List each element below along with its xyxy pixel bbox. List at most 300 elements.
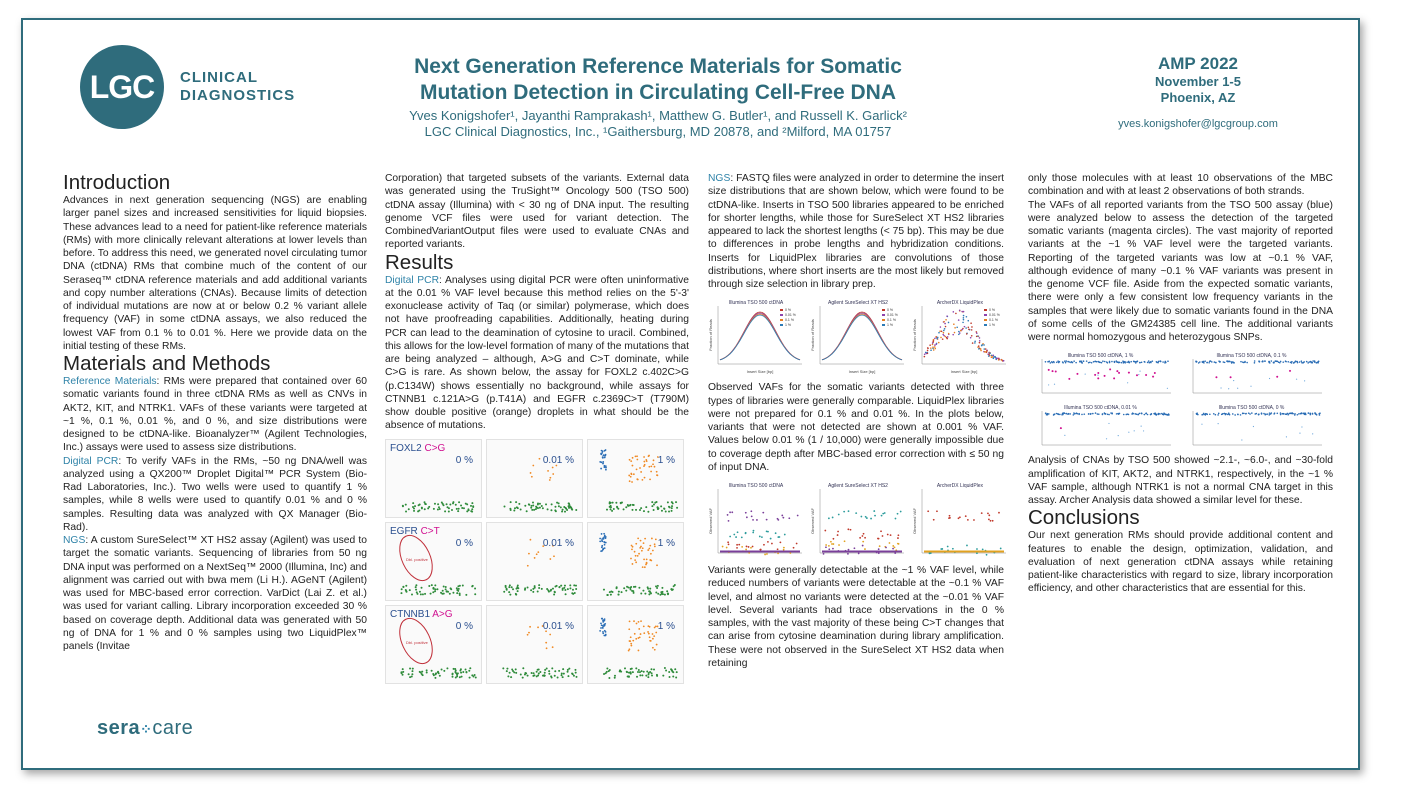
vaf-point: [777, 548, 779, 550]
col3-ngs: [708, 172, 1004, 291]
insert-size-point: [979, 340, 981, 342]
droplet-negative: [571, 672, 573, 674]
droplet-mutant: [601, 617, 603, 619]
y-axis-label: Observed VAF: [810, 508, 815, 534]
droplet-double-positive: [636, 622, 638, 624]
results-dpcr-label: Digital PCR: [385, 274, 440, 286]
vaf-point: [897, 534, 899, 536]
insert-size-point: [940, 337, 942, 339]
droplet-negative: [557, 676, 559, 678]
droplet-negative: [431, 669, 433, 671]
reported-variant: [1088, 413, 1090, 415]
droplet-mutant: [599, 629, 601, 631]
vaf-point: [844, 540, 846, 542]
reported-variant: [1246, 362, 1248, 364]
vaf-point: [889, 542, 891, 544]
reported-variant: [1152, 361, 1154, 363]
droplet-negative: [541, 504, 543, 506]
reported-variant: [1052, 362, 1054, 364]
droplet-negative: [402, 586, 404, 588]
vaf-point: [892, 545, 894, 547]
droplet-mutant: [601, 449, 603, 451]
insert-size-point: [943, 332, 945, 334]
vaf-point: [766, 553, 768, 555]
reported-variant: [1045, 361, 1047, 363]
vaf-point: [741, 546, 743, 548]
vaf-point: [855, 512, 857, 514]
reported-variant: [1126, 362, 1128, 364]
droplet-double-positive: [637, 537, 639, 539]
droplet-negative: [449, 503, 451, 505]
seracare-logo: [97, 717, 193, 740]
vaf-point: [783, 547, 785, 549]
vaf-point: [897, 543, 899, 545]
droplet-negative: [471, 585, 473, 587]
droplet-double-positive: [655, 625, 657, 627]
droplet-double-positive: [654, 543, 656, 545]
reported-variant: [1269, 362, 1271, 364]
droplet-negative: [552, 587, 554, 589]
vaf-point: [788, 517, 790, 519]
low-frequency-variant: [1220, 388, 1221, 389]
x-axis-label: Insert Size [bp]: [746, 369, 774, 375]
droplet-negative: [520, 673, 522, 675]
vaf-point: [986, 554, 988, 556]
low-frequency-variant: [1085, 374, 1086, 375]
ddpcr-vaf-label: 1 %: [657, 537, 675, 549]
vaf-point: [796, 543, 798, 545]
droplet-negative: [405, 584, 407, 586]
droplet-double-positive: [657, 474, 659, 476]
insert-size-point: [992, 356, 994, 358]
vaf-point: [767, 541, 769, 543]
droplet-negative: [405, 510, 407, 512]
reported-variant: [1059, 414, 1061, 416]
droplet-negative: [647, 676, 649, 678]
droplet-negative: [518, 502, 520, 504]
droplet-negative: [643, 670, 645, 672]
methods-heading: Materials and Methods: [63, 352, 271, 375]
legend-swatch: [882, 309, 885, 311]
vaf-point: [862, 541, 864, 543]
contact-email[interactable]: yves.konigshofer@lgcgroup.com: [1118, 118, 1278, 130]
droplet-mutant: [602, 462, 604, 464]
droplet-negative: [655, 585, 657, 587]
reported-variant: [1144, 362, 1146, 364]
ddpcr-gene: CTNNB1: [390, 608, 433, 620]
reported-variant: [1150, 414, 1152, 416]
droplet-negative: [668, 670, 670, 672]
insert-size-point: [946, 316, 948, 318]
droplet-double-positive: [552, 646, 554, 648]
vaf-point: [885, 547, 887, 549]
vaf-point: [1000, 548, 1002, 550]
droplet-mutant: [602, 626, 604, 628]
legend-swatch: [882, 319, 885, 321]
insert-size-point: [955, 313, 957, 315]
droplet-double-positive: [634, 559, 636, 561]
reported-variant: [1167, 414, 1169, 416]
title-line-2: Mutation Detection in Circulating Cell-Free DNA: [419, 81, 897, 104]
droplet-negative: [608, 676, 610, 678]
droplet-negative: [623, 508, 625, 510]
droplet-mutant: [604, 456, 606, 458]
insert-plot-title: Illumina TSO 500 ctDNA: [728, 300, 784, 307]
reported-variant: [1102, 413, 1104, 415]
droplet-negative: [525, 672, 527, 674]
droplet-negative: [472, 505, 474, 507]
droplet-negative: [649, 587, 651, 589]
reported-variant: [1093, 361, 1095, 363]
reported-variant: [1276, 413, 1278, 415]
insert-plot-title: Agilent SureSelect XT HS2: [828, 300, 888, 307]
reported-variant: [1312, 361, 1314, 363]
droplet-negative: [558, 669, 560, 671]
reported-variant: [1147, 362, 1149, 364]
insert-size-point: [945, 336, 947, 338]
reported-variant: [1094, 361, 1096, 363]
reported-variant: [1292, 413, 1294, 415]
vaf-point: [859, 537, 861, 539]
droplet-negative: [437, 508, 439, 510]
droplet-negative: [645, 674, 647, 676]
droplet-double-positive: [630, 460, 632, 462]
legend-label: 0 %: [887, 308, 894, 313]
insert-size-chart: [810, 304, 906, 376]
droplet-negative: [613, 508, 615, 510]
low-frequency-variant: [1048, 385, 1049, 386]
droplet-negative: [455, 676, 457, 678]
reported-variant: [1162, 361, 1164, 363]
vaf-point: [965, 515, 967, 517]
vaf-point: [837, 534, 839, 536]
droplet-negative: [508, 586, 510, 588]
reported-variant: [1121, 362, 1123, 364]
droplet-negative: [449, 592, 451, 594]
droplet-negative: [609, 501, 611, 503]
droplet-double-positive: [643, 625, 645, 627]
vaf-point: [775, 532, 777, 534]
lgc-subtitle-line1: CLINICAL: [180, 69, 258, 86]
droplet-mutant: [600, 627, 602, 629]
droplet-negative: [606, 670, 608, 672]
droplet-negative: [446, 503, 448, 505]
droplet-negative: [532, 501, 534, 503]
droplet-negative: [424, 502, 426, 504]
insert-size-point: [965, 327, 967, 329]
insert-size-point: [932, 347, 934, 349]
droplet-negative: [631, 508, 633, 510]
droplet-negative: [533, 672, 535, 674]
low-frequency-variant: [1106, 438, 1107, 439]
droplet-negative: [561, 672, 563, 674]
droplet-negative: [415, 586, 417, 588]
droplet-negative: [603, 673, 605, 675]
legend-label: 0.01 %: [989, 313, 1000, 318]
vaf-point: [777, 519, 779, 521]
targeted-variant: [1215, 376, 1217, 378]
col3-vaf-text: Observed VAFs for the somatic variants detected with three types of libraries were generally comparable. LiquidPlex libraries were not prepared for 0.1 % and 0.01 %. In the plots below, variants that were not detected are shown at 0.001 % VAF. Values below 0.01 % (1 / 10,000) were generally impossible due to coverage depth after MBC-based error correction with ≤ 50 ng of input DNA.: [708, 382, 1004, 473]
ddpcr-gene-label: [390, 608, 453, 621]
vaf-point: [763, 544, 765, 546]
droplet-negative: [524, 504, 526, 506]
droplet-double-positive: [656, 564, 658, 566]
vaf-point: [783, 549, 785, 551]
droplet-negative: [530, 506, 532, 508]
insert-size-plot: [708, 297, 804, 377]
droplet-double-positive: [653, 635, 655, 637]
vaf-point: [929, 552, 931, 554]
reported-variant: [1083, 361, 1085, 363]
droplet-negative: [639, 671, 641, 673]
droplet-negative: [571, 508, 573, 510]
droplet-negative: [554, 674, 556, 676]
insert-size-point: [961, 311, 963, 313]
reported-variant: [1118, 413, 1120, 415]
ddpcr-vaf-label: 0 %: [455, 454, 473, 466]
legend-label: 0.1 %: [785, 318, 794, 323]
droplet-negative: [656, 674, 658, 676]
droplet-double-positive: [631, 473, 633, 475]
droplet-negative: [634, 585, 636, 587]
insert-size-point: [925, 353, 927, 355]
droplet-negative: [405, 503, 407, 505]
reported-variant: [1314, 362, 1316, 364]
droplet-negative: [554, 670, 556, 672]
droplet-double-positive: [644, 566, 646, 568]
droplet-double-positive: [638, 620, 640, 622]
droplet-mutant: [605, 468, 607, 470]
vaf-point: [878, 552, 880, 554]
insert-size-point: [947, 336, 949, 338]
reported-variant: [1098, 414, 1100, 416]
droplet-double-positive: [630, 642, 632, 644]
insert-size-point: [974, 341, 976, 343]
insert-size-point: [993, 358, 995, 360]
reported-variant: [1231, 362, 1233, 364]
droplet-negative: [560, 584, 562, 586]
droplet-negative: [414, 505, 416, 507]
low-frequency-variant: [1167, 388, 1168, 389]
methods-digital-pcr: [63, 455, 367, 535]
reported-variant: [1301, 362, 1303, 364]
droplet-negative: [434, 502, 436, 504]
ddpcr-panel: [587, 439, 684, 518]
insert-size-point: [924, 356, 926, 358]
droplet-negative: [653, 668, 655, 670]
vaf-point: [823, 553, 825, 555]
vaf-point: [824, 530, 826, 532]
targeted-variant: [1128, 372, 1130, 374]
droplet-double-positive: [644, 476, 646, 478]
vaf-point: [759, 549, 761, 551]
targeted-variant: [1052, 370, 1054, 372]
vaf-point: [741, 537, 743, 539]
targeted-variant: [1113, 378, 1115, 380]
insert-size-point: [958, 331, 960, 333]
ddpcr-scatter: [487, 440, 582, 517]
reported-variant: [1145, 413, 1147, 415]
droplet-negative: [446, 667, 448, 669]
vaf-point: [735, 536, 737, 538]
tso-plot-title: Illumina TSO 500 ctDNA, 0.1 %: [1216, 353, 1287, 360]
droplet-negative: [614, 674, 616, 676]
droplet-mutant: [604, 618, 606, 620]
ddpcr-panel: [486, 522, 583, 601]
droplet-negative: [532, 590, 534, 592]
droplet-double-positive: [636, 455, 638, 457]
reported-variant: [1224, 362, 1226, 364]
droplet-mutant: [601, 624, 603, 626]
droplet-negative: [563, 505, 565, 507]
reported-variant: [1240, 414, 1242, 416]
reported-variant: [1062, 362, 1064, 364]
targeted-variant: [1118, 372, 1120, 374]
reported-variant: [1092, 413, 1094, 415]
insert-size-plot: [810, 297, 906, 377]
droplet-double-positive: [656, 643, 658, 645]
low-frequency-variant: [1139, 371, 1140, 372]
droplet-negative: [526, 510, 528, 512]
droplet-double-positive: [649, 544, 651, 546]
droplet-negative: [465, 668, 467, 670]
droplet-negative: [626, 585, 628, 587]
reported-variant: [1282, 413, 1284, 415]
vaf-point: [936, 510, 938, 512]
droplet-negative: [532, 504, 534, 506]
droplet-negative: [434, 590, 436, 592]
insert-size-point: [933, 349, 935, 351]
reported-variant: [1114, 361, 1116, 363]
droplet-negative: [648, 593, 650, 595]
insert-size-point: [963, 317, 965, 319]
ddpcr-vaf-label: 0.01 %: [542, 620, 574, 632]
reported-variant: [1254, 413, 1256, 415]
vaf-point: [782, 517, 784, 519]
targeted-variant: [1145, 374, 1147, 376]
vaf-point: [832, 517, 834, 519]
droplet-negative: [647, 510, 649, 512]
droplet-negative: [564, 589, 566, 591]
droplet-mutant: [604, 624, 606, 626]
vaf-point: [838, 514, 840, 516]
reported-variant: [1107, 414, 1109, 416]
insert-size-point: [967, 320, 969, 322]
column-3: [708, 172, 1004, 670]
vaf-point: [847, 553, 849, 555]
low-frequency-variant: [1134, 430, 1135, 431]
droplet-double-positive: [527, 633, 529, 635]
droplet-negative: [427, 507, 429, 509]
droplet-double-positive: [635, 637, 637, 639]
ngs-label: NGS: [63, 535, 86, 546]
droplet-negative: [527, 586, 529, 588]
dpcr-label: Digital PCR: [63, 455, 119, 467]
droplet-negative: [419, 503, 421, 505]
droplet-negative: [511, 668, 513, 670]
reported-variant: [1312, 413, 1314, 415]
ddpcr-panel: [587, 522, 684, 601]
droplet-negative: [647, 587, 649, 589]
legend-label: 0.01 %: [887, 313, 898, 318]
low-frequency-variant: [1233, 380, 1234, 381]
col3-ngs-text: : FASTQ files were analyzed in order to determine the insert size distributions that are shown below, which were found to be ctDNA-like. Inserts in TSO 500 libraries appeared to be enriched for shorter lengths, while those for SureSelect XT HS2 libraries appeared to lack the shortest lengths (< 75 bp). This may be due to differences in probe lengths and hybridization conditions. Inserts for LiquidPlex libraries are convolutions of those distributions, where short inserts are the most likely but removed through size selection in library prep.: [708, 173, 1004, 290]
insert-size-point: [968, 329, 970, 331]
reported-variant: [1135, 362, 1137, 364]
droplet-negative: [608, 670, 610, 672]
targeted-variant: [1094, 374, 1096, 376]
insert-size-point: [966, 316, 968, 318]
reported-variant: [1209, 414, 1211, 416]
vaf-chart: [912, 487, 1008, 559]
droplet-negative: [664, 593, 666, 595]
droplet-negative: [538, 587, 540, 589]
vaf-point: [897, 537, 899, 539]
insert-size-point: [988, 355, 990, 357]
reported-variant: [1075, 362, 1077, 364]
vaf-point: [864, 548, 866, 550]
droplet-negative: [457, 672, 459, 674]
droplet-negative: [676, 506, 678, 508]
vaf-point: [958, 517, 960, 519]
reported-variant: [1045, 413, 1047, 415]
vaf-point: [722, 546, 724, 548]
droplet-negative: [653, 503, 655, 505]
droplet-negative: [456, 592, 458, 594]
droplet-double-positive: [652, 549, 654, 551]
vaf-point: [752, 532, 754, 534]
droplet-negative: [437, 671, 439, 673]
droplet-negative: [515, 671, 517, 673]
droplet-negative: [461, 675, 463, 677]
insert-size-point: [952, 334, 954, 336]
droplet-negative: [624, 667, 626, 669]
droplet-double-positive: [645, 459, 647, 461]
droplet-negative: [535, 508, 537, 510]
tso-plot-title: Illumina TSO 500 ctDNA, 1 %: [1067, 353, 1134, 360]
insert-plot-title: ArcherDX LiquidPlex: [936, 300, 984, 307]
droplet-double-positive: [642, 566, 644, 568]
droplet-negative: [641, 670, 643, 672]
droplet-negative: [655, 591, 657, 593]
reported-variant: [1160, 361, 1162, 363]
droplet-negative: [458, 501, 460, 503]
insert-size-point: [934, 338, 936, 340]
droplet-negative: [452, 672, 454, 674]
insert-size-point: [936, 344, 938, 346]
targeted-variant: [1104, 375, 1106, 377]
reported-variant: [1134, 361, 1136, 363]
insert-size-point: [934, 345, 936, 347]
reported-variant: [1081, 414, 1083, 416]
legend: [984, 308, 1000, 327]
droplet-negative: [668, 510, 670, 512]
insert-size-point: [939, 331, 941, 333]
droplet-mutant: [602, 461, 604, 463]
vaf-point: [762, 512, 764, 514]
column-4: [1028, 172, 1333, 596]
vaf-point: [751, 515, 753, 517]
reported-variant: [1149, 362, 1151, 364]
reported-variant: [1078, 414, 1080, 416]
droplet-negative: [611, 509, 613, 511]
droplet-double-positive: [655, 538, 657, 540]
targeted-variant: [1048, 369, 1050, 371]
droplet-negative: [466, 510, 468, 512]
low-frequency-variant: [1269, 378, 1270, 379]
vaf-point: [874, 515, 876, 517]
tso-plot-title: Illumina TSO 500 ctDNA, 0 %: [1218, 405, 1285, 412]
